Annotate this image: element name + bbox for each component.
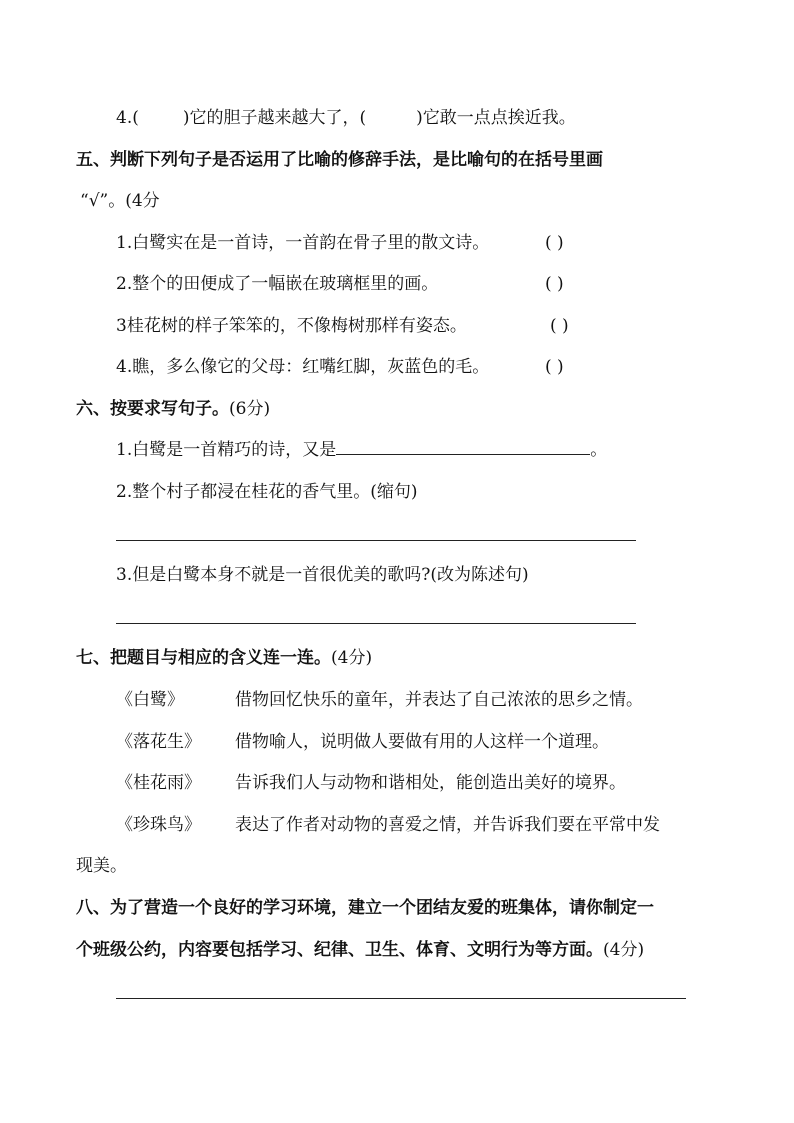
section7-heading: [76, 646, 372, 670]
section6-item-2: 2.整个村子都浸在桂花的香气里。(缩句): [116, 482, 418, 502]
section6-item-3: 3.但是白鹭本身不就是一首很优美的歌吗?(改为陈述句): [116, 565, 529, 585]
section6-score: (6分): [229, 399, 271, 419]
q4-item4-mid: )它的胆子越来越大了，(: [182, 108, 367, 128]
q4-item4-suffix: )它敢一点点挨近我。: [416, 108, 576, 128]
section7-pair-2-title[interactable]: 《落花生》: [116, 732, 201, 752]
section7-pair-4-meaning[interactable]: 表达了作者对动物的喜爱之情，并告诉我们要在平常中发: [235, 815, 660, 835]
section7-continuation: 现美。: [76, 856, 127, 876]
section5-item1-text: 1.白鹭实在是一首诗，一首韵在骨子里的散文诗。: [116, 233, 490, 253]
section6-item2-answer-line[interactable]: [116, 540, 636, 541]
section8-line2-wrap: [76, 938, 644, 962]
section6-heading: [76, 397, 270, 421]
section5-item1-paren[interactable]: ( ): [545, 233, 564, 253]
section5-item3-text: 3桂花树的样子笨笨的，不像梅树那样有姿态。: [116, 316, 467, 336]
section7-title: 七、把题目与相应的含义连一连。: [76, 648, 331, 668]
section5-item2-paren[interactable]: ( ): [545, 274, 564, 294]
section5-item-1: [116, 231, 489, 255]
section5-item-4: [116, 355, 489, 379]
section7-pair-4-title[interactable]: 《珍珠鸟》: [116, 815, 201, 835]
section5-item-2: [116, 272, 438, 296]
section5-item4-paren[interactable]: ( ): [545, 357, 564, 377]
q4-item-4: [116, 106, 576, 130]
section5-item3-paren[interactable]: ( ): [550, 316, 569, 336]
section8-line2: 个班级公约，内容要包括学习、纪律、卫生、体育、文明行为等方面。: [76, 940, 603, 960]
section8-answer-line[interactable]: [116, 998, 686, 999]
section7-pair-3-meaning[interactable]: 告诉我们人与动物和谐相处，能创造出美好的境界。: [235, 773, 626, 793]
section6-item3-answer-line[interactable]: [116, 623, 636, 624]
section6-item-1: [116, 438, 607, 462]
section7-pair-1-meaning[interactable]: 借物回忆快乐的童年，并表达了自己浓浓的思乡之情。: [235, 690, 643, 710]
section5-item2-text: 2.整个的田便成了一幅嵌在玻璃框里的画。: [116, 274, 439, 294]
section5-title-line1: 五、判断下列句子是否运用了比喻的修辞手法，是比喻句的在括号里画: [76, 150, 603, 170]
section5-item4-text: 4.瞧，多么像它的父母：红嘴红脚，灰蓝色的毛。: [116, 357, 490, 377]
section7-pair-2-meaning[interactable]: 借物喻人，说明做人要做有用的人这样一个道理。: [235, 732, 609, 752]
section6-title: 六、按要求写句子。: [76, 399, 229, 419]
section7-score: (4分): [331, 648, 373, 668]
section5-title-line2: “√”。(4分: [80, 191, 160, 211]
section7-pair-3-title[interactable]: 《桂花雨》: [116, 773, 201, 793]
section6-item1-suffix: 。: [590, 440, 608, 460]
section8-score: (4分): [603, 940, 645, 960]
q4-item4-prefix: 4.(: [116, 108, 139, 128]
section6-item1-answer-blank[interactable]: [336, 438, 590, 455]
section5-item-3: [116, 314, 467, 338]
section8-line1: 八、为了营造一个良好的学习环境，建立一个团结友爱的班集体，请你制定一: [76, 898, 654, 918]
section6-item1-prefix: 1.白鹭是一首精巧的诗，又是: [116, 440, 337, 460]
section7-pair-1-title[interactable]: 《白鹭》: [116, 690, 184, 710]
